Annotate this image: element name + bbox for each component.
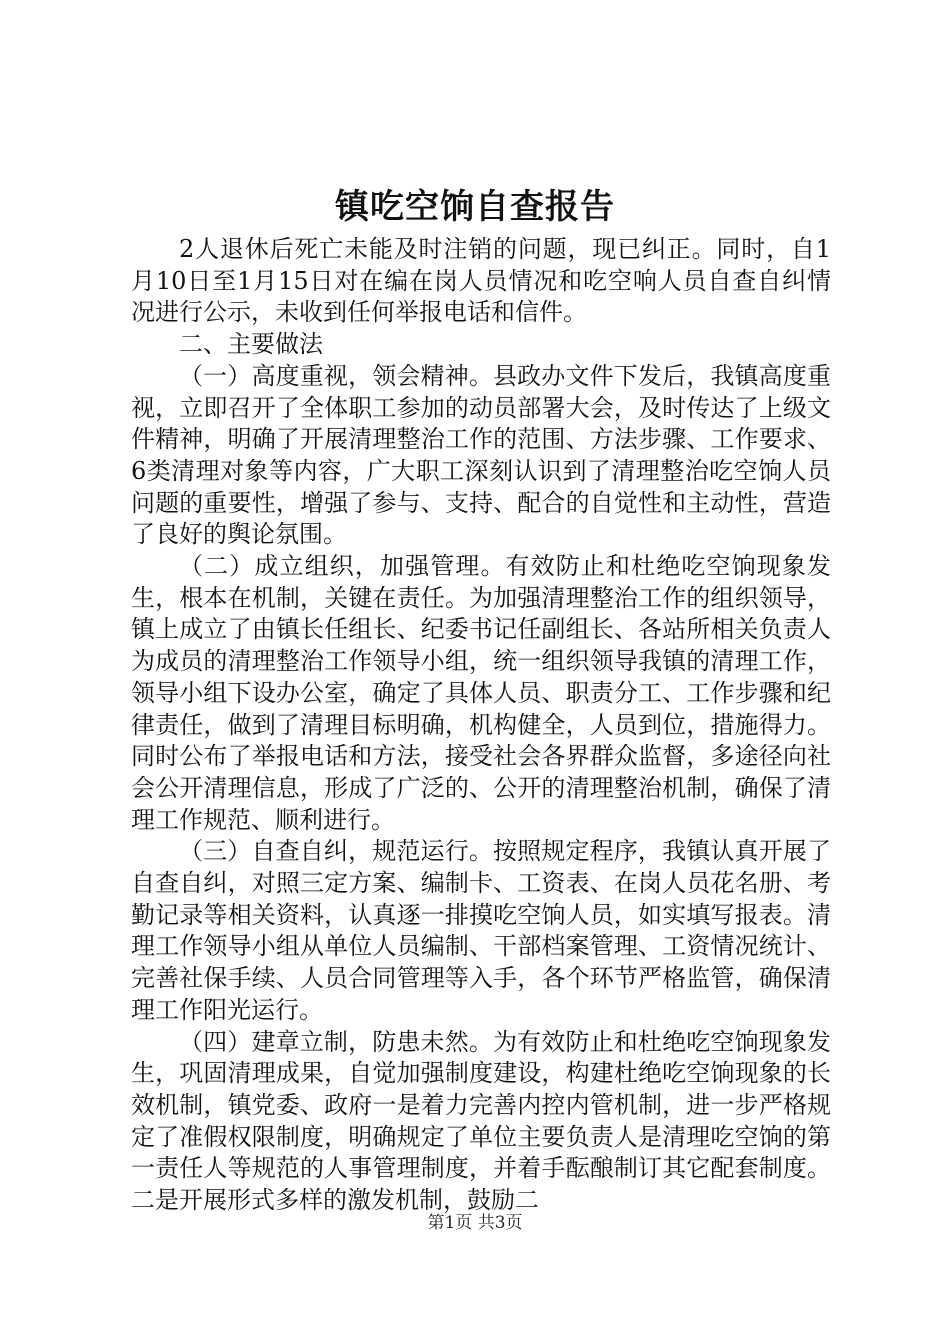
paragraph-item-4: （四）建章立制，防患未然。为有效防止和杜绝吃空饷现象发生，巩固清理成果，自觉加强制度建设，构建杜绝吃空饷现象的长效机制，镇党委、政府一是着力完善内控内管机制，进一步严格规定了准假权限制度，明确规定了单位主要负责人是清理吃空饷的第一责任人等规范的人事管理制度，并着手酝酿制订其它配套制度。二是开展形式多样的激发机制，鼓励二 [131,1027,831,1215]
paragraph-intro: 2人退休后死亡未能及时注销的问题，现已纠正。同时，自1月10日至1月15日对在编在岗人员情况和吃空响人员自查自纠情况进行公示，未收到任何举报电话和信件。 [131,235,831,327]
document-body [131,234,831,1217]
paragraph-item-2: （二）成立组织，加强管理。有效防止和杜绝吃空饷现象发生，根本在机制，关键在责任。为加强清理整治工作的组织领导，镇上成立了由镇长任组长、纪委书记任副组长、各站所相关负责人为成员的清理整治工作领导小组，统一组织领导我镇的清理工作，领导小组下设办公室，确定了具体人员、职责分工、工作步骤和纪律责任，做到了清理目标明确，机构健全，人员到位，措施得力。同时公布了举报电话和方法，接受社会各界群众监督，多途径向社会公开清理信息，形成了广泛的、公开的清理整治机制，确保了清理工作规范、顺利进行。 [131,552,831,834]
section-heading-main-practices: 二、主要做法 [179,330,323,359]
page-number-footer: 第1页 共3页 [427,1213,523,1233]
document-title: 镇吃空饷自查报告 [335,187,615,227]
paragraph-item-1: （一）高度重视，领会精神。县政办文件下发后，我镇高度重视，立即召开了全体职工参加的动员部署大会，及时传达了上级文件精神，明确了开展清理整治工作的范围、方法步骤、工作要求、6类清理对象等内容，广大职工深刻认识到了清理整治吃空饷人员问题的重要性，增强了参与、支持、配合的自觉性和主动性，营造了良好的舆论氛围。 [131,361,831,549]
paragraph-item-3: （三）自查自纠，规范运行。按照规定程序，我镇认真开展了自查自纠，对照三定方案、编制卡、工资表、在岗人员花名册、考勤记录等相关资料，认真逐一排摸吃空饷人员，如实填写报表。清理工作领导小组从单位人员编制、干部档案管理、工资情况统计、完善社保手续、人员合同管理等入手，各个环节严格监管，确保清理工作阳光运行。 [131,837,831,1024]
